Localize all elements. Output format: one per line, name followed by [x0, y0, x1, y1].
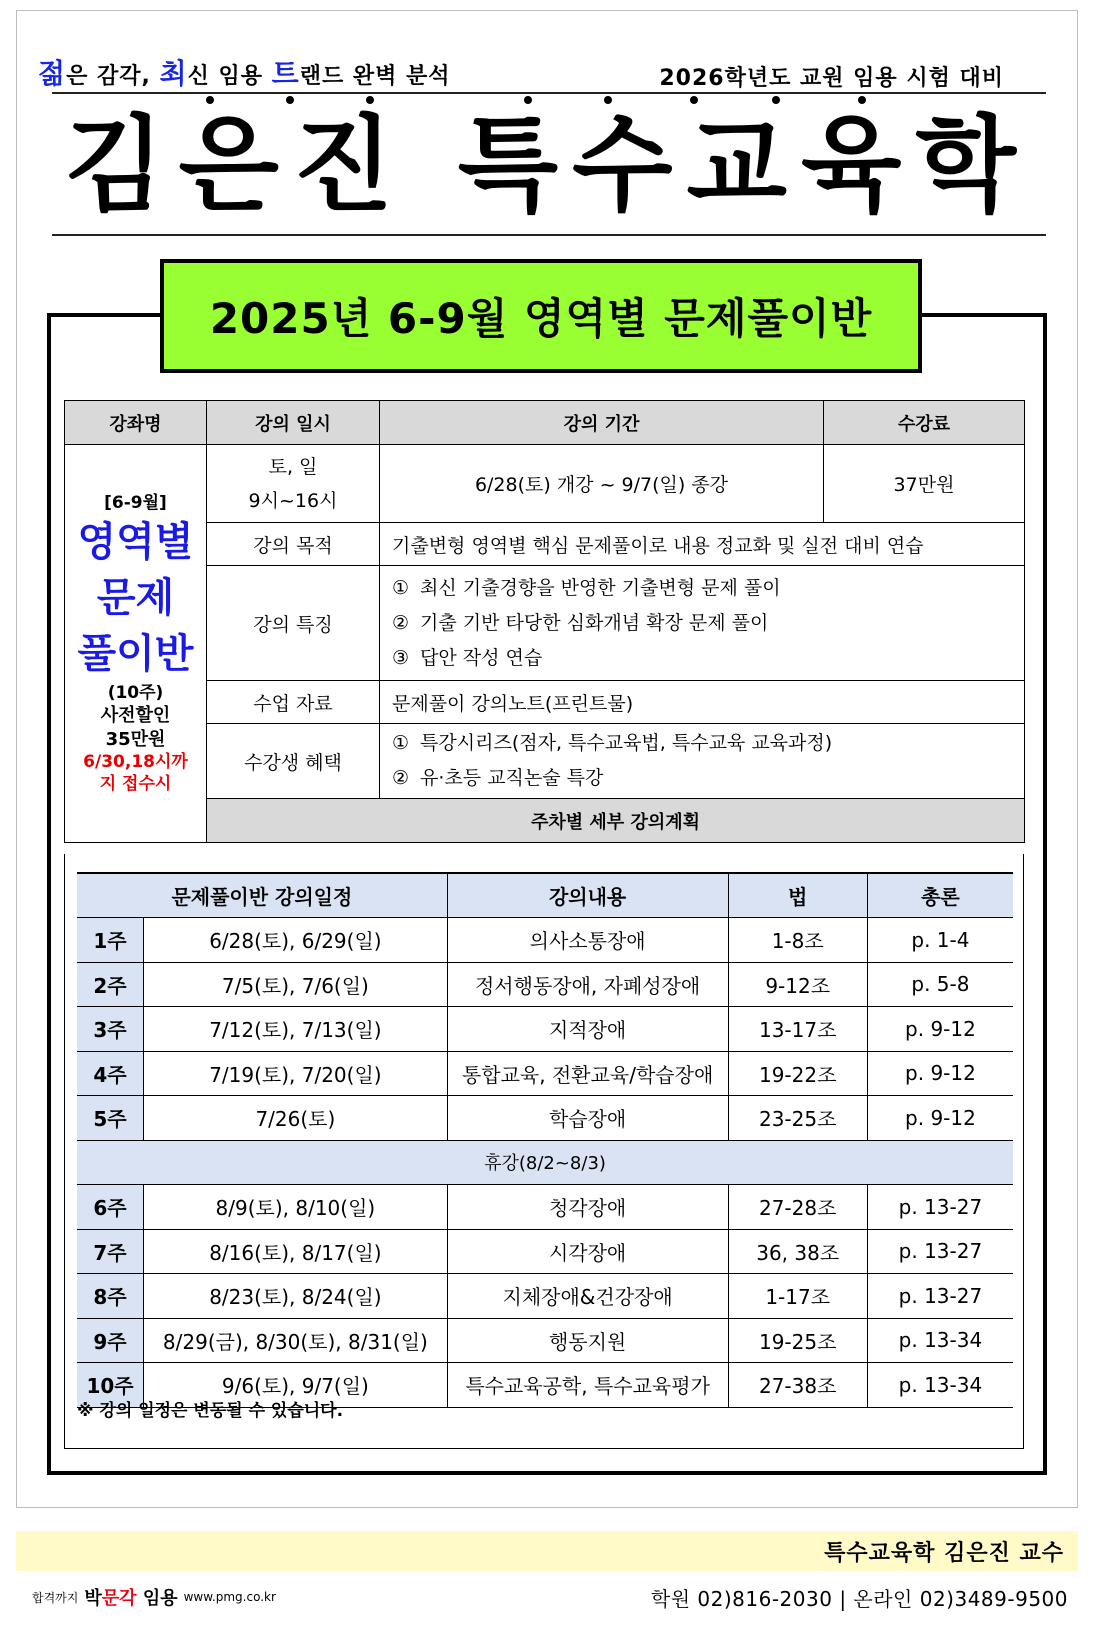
logo-url: www.pmg.co.kr [183, 1590, 276, 1604]
feature-item [392, 606, 1024, 641]
schedule-row [77, 1274, 1013, 1319]
week-label: 1주 [77, 918, 144, 963]
week-dates: 7/5(토), 7/6(일) [144, 962, 448, 1007]
week-content: 행동지원 [447, 1318, 728, 1363]
course-name-line-2: 문제 [96, 575, 175, 622]
purpose-label: 강의 목적 [207, 523, 380, 566]
week-general: p. 5-8 [867, 962, 1013, 1007]
header-rule-top [52, 92, 1046, 94]
schedule-row [77, 1007, 1013, 1052]
info-header-row [65, 401, 1025, 445]
benefit-text: 유·초등 교직논술 특강 [420, 767, 604, 789]
week-content: 의사소통장애 [447, 918, 728, 963]
course-tag: [6-9월] [104, 492, 167, 513]
benefit-text: 특강시리즈(점자, 특수교육법, 특수교육 교육과정) [420, 732, 833, 754]
instructor-bar [16, 1531, 1078, 1571]
contact-info: 학원 02)816-2030 | 온라인 02)3489-9500 [650, 1586, 1068, 1611]
week-dates: 8/16(토), 8/17(일) [144, 1229, 448, 1274]
header-lecture-dates: 문제풀이반 강의일정 [77, 873, 447, 918]
schedule-note: ※ 강의 일정은 변동될 수 있습니다. [77, 1401, 344, 1421]
week-label: 6주 [77, 1185, 144, 1230]
feature-text: 답안 작성 연습 [420, 646, 543, 669]
week-content: 지체장애&건강장애 [447, 1274, 728, 1319]
tagline-left [38, 52, 451, 92]
week-law: 13-17조 [728, 1007, 867, 1052]
info-row-materials [65, 681, 1025, 724]
week-law: 27-38조 [728, 1363, 867, 1408]
schedule-cell [207, 445, 380, 523]
schedule-time: 9시~16시 [248, 489, 338, 512]
purpose-text: 기출변형 영역별 핵심 문제풀이로 내용 정교화 및 실전 대비 연습 [380, 523, 1025, 566]
tagline-text-1: 은 감각, [66, 64, 160, 89]
week-content: 청각장애 [447, 1185, 728, 1230]
week-label: 9주 [77, 1318, 144, 1363]
course-info-table [64, 400, 1025, 843]
schedule-day: 토, 일 [268, 455, 318, 478]
week-general: p. 13-34 [867, 1318, 1013, 1363]
week-general: p. 13-27 [867, 1185, 1013, 1230]
tagline-highlight-1: 젊 [38, 57, 67, 90]
info-row-purpose [65, 523, 1025, 566]
week-content: 지적장애 [447, 1007, 728, 1052]
break-label: 휴강(8/2~8/3) [77, 1140, 1013, 1185]
weekly-plan-heading: 주차별 세부 강의계획 [207, 799, 1025, 843]
materials-text: 문제풀이 강의노트(프린트물) [380, 681, 1025, 724]
schedule-header-row [77, 873, 1013, 918]
week-dates: 6/28(토), 6/29(일) [144, 918, 448, 963]
week-content: 학습장애 [447, 1096, 728, 1141]
benefit-number: ② [392, 767, 410, 789]
schedule-row [77, 1096, 1013, 1141]
week-dates: 9/6(토), 9/7(일) [144, 1363, 448, 1408]
period-cell: 6/28(토) 개강 ~ 9/7(일) 종강 [380, 445, 824, 523]
week-general: p. 9-12 [867, 1051, 1013, 1096]
week-law: 19-25조 [728, 1318, 867, 1363]
header-period: 강의 기간 [380, 401, 824, 445]
schedule-section [64, 854, 1024, 1449]
week-label: 7주 [77, 1229, 144, 1274]
header-law: 법 [728, 873, 867, 918]
discount-deadline: 6/30,18시까지 접수시 [83, 751, 188, 794]
info-row-features [65, 566, 1025, 681]
logo-prefix: 합격까지 [32, 1590, 79, 1605]
logo-brand-a: 박 [84, 1588, 102, 1609]
week-dates: 8/9(토), 8/10(일) [144, 1185, 448, 1230]
week-general: p. 9-12 [867, 1096, 1013, 1141]
publisher-logo [32, 1582, 276, 1612]
schedule-break-row [77, 1140, 1013, 1185]
tagline-right: 2026학년도 교원 임용 시험 대비 [659, 66, 1004, 91]
course-name-line-3: 풀이반 [77, 631, 194, 678]
week-general: p. 13-34 [867, 1363, 1013, 1408]
main-title: 김은진 특수교육학 [64, 104, 1030, 226]
week-content: 통합교육, 전환교육/학습장애 [447, 1051, 728, 1096]
week-label: 2주 [77, 962, 144, 1007]
feature-item [392, 571, 1024, 606]
info-row-schedule [65, 445, 1025, 523]
week-label: 10주 [77, 1363, 144, 1408]
logo-brand [84, 1584, 177, 1610]
header-fee: 수강료 [824, 401, 1025, 445]
logo-brand-b: 문각 [101, 1588, 137, 1609]
schedule-row [77, 1318, 1013, 1363]
schedule-row [77, 1185, 1013, 1230]
week-law: 1-8조 [728, 918, 867, 963]
week-law: 1-17조 [728, 1274, 867, 1319]
week-dates: 8/23(토), 8/24(일) [144, 1274, 448, 1319]
tagline [38, 52, 1058, 92]
materials-label: 수업 자료 [207, 681, 380, 724]
instructor-name: 특수교육학 김은진 교수 [824, 1540, 1064, 1566]
week-label: 8주 [77, 1274, 144, 1319]
tagline-highlight-2: 최 [159, 57, 188, 90]
feature-item [392, 641, 1024, 676]
course-name-cell [65, 445, 207, 843]
schedule-table [77, 872, 1013, 1408]
schedule-row [77, 918, 1013, 963]
benefit-number: ① [392, 732, 410, 754]
schedule-row [77, 1229, 1013, 1274]
benefits-list [380, 724, 1025, 799]
course-weeks: (10주) [107, 683, 164, 704]
benefit-item [392, 726, 1024, 761]
week-law: 27-28조 [728, 1185, 867, 1230]
course-name-line-1: 영역별 [77, 519, 194, 566]
week-dates: 8/29(금), 8/30(토), 8/31(일) [144, 1318, 448, 1363]
feature-text: 기출 기반 타당한 심화개념 확장 문제 풀이 [420, 611, 769, 634]
week-general: p. 9-12 [867, 1007, 1013, 1052]
header-schedule: 강의 일시 [207, 401, 380, 445]
feature-number: ③ [392, 646, 410, 669]
week-dates: 7/26(토) [144, 1096, 448, 1141]
week-label: 5주 [77, 1096, 144, 1141]
feature-number: ② [392, 611, 410, 634]
week-label: 4주 [77, 1051, 144, 1096]
week-content: 시각장애 [447, 1229, 728, 1274]
schedule-row [77, 1051, 1013, 1096]
week-content: 특수교육공학, 특수교육평가 [447, 1363, 728, 1408]
week-law: 23-25조 [728, 1096, 867, 1141]
course-banner: 2025년 6-9월 영역별 문제풀이반 [160, 259, 922, 373]
tagline-text-3: 랜드 완벽 분석 [299, 64, 451, 89]
header-content: 강의내용 [447, 873, 728, 918]
week-law: 9-12조 [728, 962, 867, 1007]
week-content: 정서행동장애, 자폐성장애 [447, 962, 728, 1007]
schedule-row [77, 962, 1013, 1007]
feature-number: ① [392, 576, 410, 599]
tagline-text-2: 신 임용 [187, 64, 272, 89]
week-dates: 7/12(토), 7/13(일) [144, 1007, 448, 1052]
info-row-weekly-plan [65, 799, 1025, 843]
benefits-label: 수강생 혜택 [207, 724, 380, 799]
week-label: 3주 [77, 1007, 144, 1052]
feature-text: 최신 기출경향을 반영한 기출변형 문제 풀이 [420, 576, 781, 599]
header-rule-bottom [52, 234, 1046, 236]
header-course-name: 강좌명 [65, 401, 207, 445]
week-general: p. 1-4 [867, 918, 1013, 963]
header-general: 총론 [867, 873, 1013, 918]
tagline-highlight-3: 트 [271, 57, 300, 90]
logo-brand-c: 임용 [136, 1588, 178, 1609]
week-dates: 7/19(토), 7/20(일) [144, 1051, 448, 1096]
week-law: 19-22조 [728, 1051, 867, 1096]
features-list [380, 566, 1025, 681]
benefit-item [392, 761, 1024, 796]
week-general: p. 13-27 [867, 1229, 1013, 1274]
features-label: 강의 특징 [207, 566, 380, 681]
week-general: p. 13-27 [867, 1274, 1013, 1319]
fee-cell: 37만원 [824, 445, 1025, 523]
discount-label: 사전할인 [100, 705, 171, 727]
discount-price: 35만원 [105, 728, 166, 750]
info-row-benefits [65, 724, 1025, 799]
week-law: 36, 38조 [728, 1229, 867, 1274]
